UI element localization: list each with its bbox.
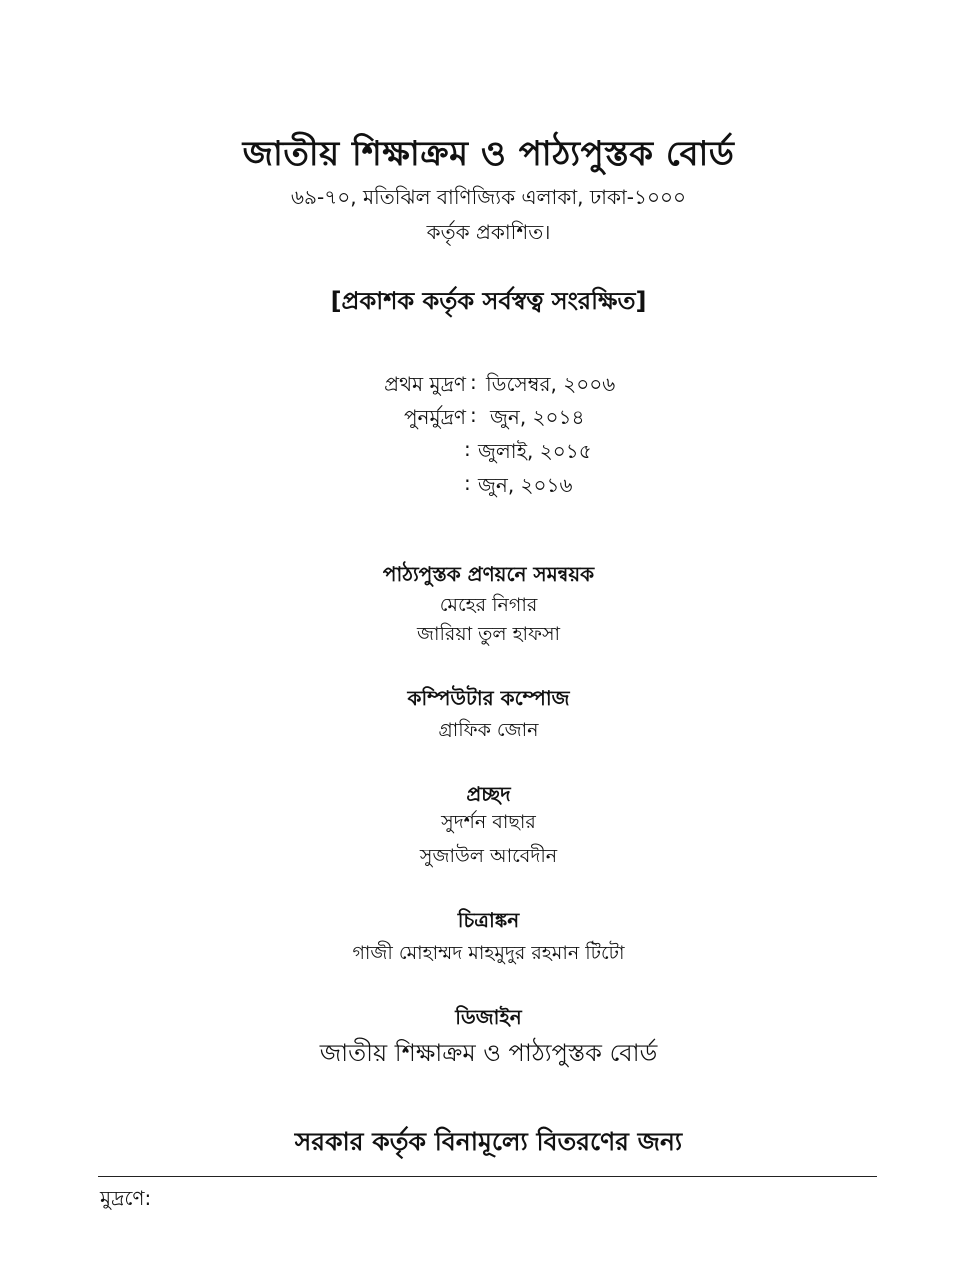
first-print-date: ডিসেম্বর, ২০০৬ (486, 372, 616, 396)
footer-divider (98, 1176, 877, 1177)
reprint-label: পুনর্মুদ্রণ (403, 405, 466, 429)
design-heading: ডিজাইন (455, 1005, 522, 1029)
printer-label: মুদ্রণে: (100, 1186, 152, 1210)
reprint-date-3: জুন, ২০১৬ (478, 473, 573, 497)
board-address: ৬৯-৭০, মতিঝিল বাণিজ্যিক এলাকা, ঢাকা-১০০০ (291, 185, 686, 209)
copyright-notice: [প্রকাশক কর্তৃক সর্বস্বত্ব সংরক্ষিত] (330, 287, 647, 315)
reprint-date-2: জুলাই, ২০১৫ (478, 439, 592, 463)
reprint-row-1 (0, 403, 977, 437)
first-print-label: প্রথম মুদ্রণ (384, 372, 466, 396)
illustration-heading: চিত্রাঙ্কন (457, 908, 520, 932)
reprint-row-2 (0, 437, 977, 471)
compose-name: গ্রাফিক জোন (438, 719, 539, 741)
reprint-date-1: জুন, ২০১৪ (490, 405, 585, 429)
reprint-colon-1: : (470, 403, 477, 427)
free-distribution-note: সরকার কর্তৃক বিনামূল্যে বিতরণের জন্য (294, 1127, 683, 1156)
design-name: জাতীয় শিক্ষাক্রম ও পাঠ্যপুস্তক বোর্ড (319, 1039, 658, 1067)
compose-heading: কম্পিউটার কম্পোজ (407, 686, 570, 710)
published-by-note: কর্তৃক প্রকাশিত। (426, 220, 551, 244)
first-print-colon: : (470, 370, 477, 394)
coordinator-heading: পাঠ্যপুস্তক প্রণয়নে সমন্বয়ক (382, 562, 595, 586)
cover-name-1: সুদর্শন বাছার (441, 811, 536, 833)
reprint-colon-3: : (464, 471, 471, 495)
cover-name-2: সুজাউল আবেদীন (419, 845, 558, 867)
coordinator-name-2: জারিয়া তুল হাফসা (416, 623, 561, 645)
board-title: জাতীয় শিক্ষাক্রম ও পাঠ্যপুস্তক বোর্ড (242, 134, 735, 174)
coordinator-name-1: মেহের নিগার (439, 594, 538, 616)
reprint-row-3 (0, 471, 977, 505)
first-print-row (0, 370, 977, 404)
illustration-name: গাজী মোহাম্মদ মাহমুদুর রহমান টিটো (352, 942, 625, 964)
cover-heading: প্রচ্ছদ (466, 782, 511, 806)
reprint-colon-2: : (464, 437, 471, 461)
